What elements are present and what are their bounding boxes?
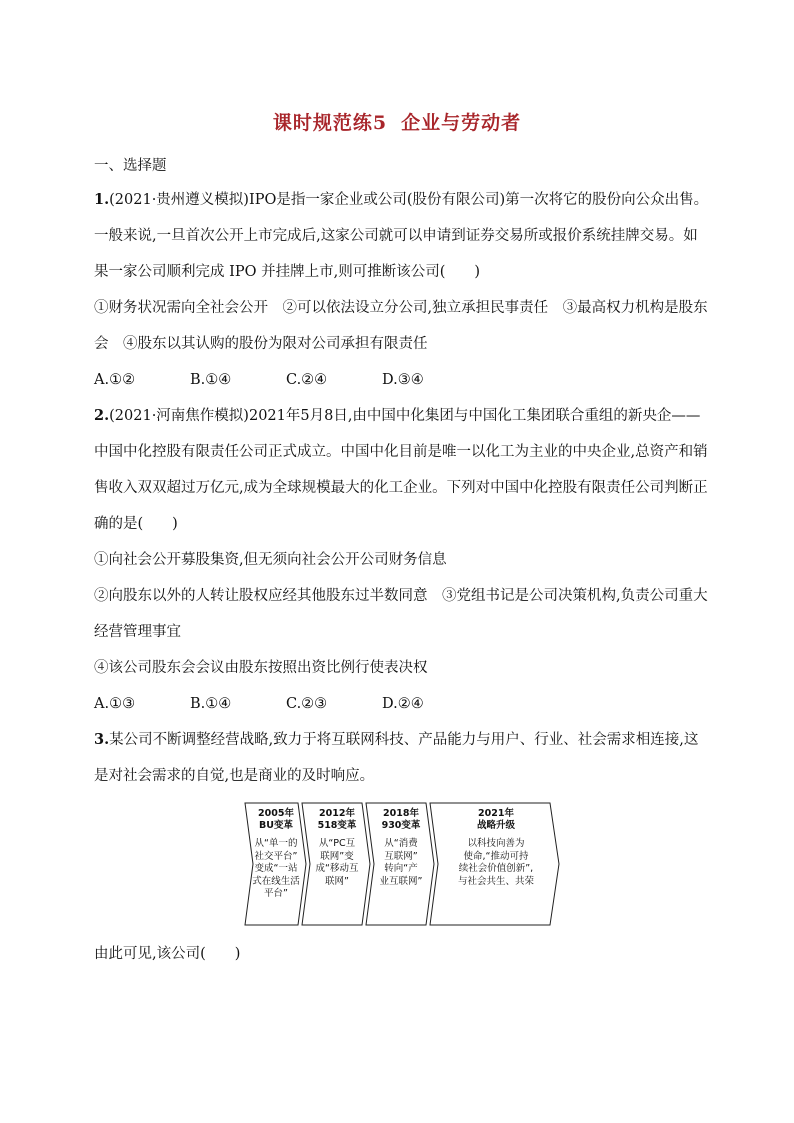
page-title: [0, 108, 794, 135]
stage-1-year: 2005年: [258, 808, 294, 819]
question-3-number: 3.: [94, 731, 110, 748]
title-sub: 企业与劳动者: [401, 112, 522, 134]
option-d[interactable]: D.②④: [382, 696, 424, 712]
stage-1-text-line: 社交平台”: [254, 850, 298, 862]
question-3-line: [94, 730, 698, 750]
option-d[interactable]: D.③④: [382, 372, 424, 388]
stage-3-text: [374, 838, 428, 888]
option-a[interactable]: A.①③: [94, 696, 136, 712]
stage-3-name: 930变革: [381, 820, 421, 831]
stage-1-text-line: 变成“一站: [254, 863, 298, 874]
stage-1-text-line: 平台”: [264, 888, 288, 899]
stage-3-text-line: 互联网”: [384, 850, 418, 862]
question-2-statement: ①向社会公开募股集资,但无须向社会公开公司财务信息: [94, 552, 447, 568]
stage-1-text: [250, 838, 302, 901]
stage-4-text-line: 以科技向善为: [467, 838, 525, 849]
stage-2-text: [310, 838, 364, 888]
stage-4-text: [440, 838, 552, 888]
question-1-text: (2021·贵州遵义模拟)IPO是指一家企业或公司(股份有限公司)第一次将它的股份向公众出售。: [109, 192, 709, 208]
stage-4-text-line: 续社会价值创新”,: [458, 863, 534, 874]
question-2-statement: ④该公司股东会会议由股东按照出资比例行使表决权: [94, 660, 428, 676]
question-2-options: [94, 694, 478, 714]
question-2-line: 中国中化控股有限责任公司正式成立。中国中化目前是唯一以化工为主业的中央企业,总资产和销: [94, 444, 708, 460]
question-2-line: 确的是( ): [94, 516, 178, 532]
section-heading: 一、选择题: [94, 158, 167, 174]
title-main: 课时规范练5: [272, 112, 388, 134]
question-3-stem-tail: 由此可见,该公司( ): [94, 946, 241, 962]
stage-3-text-line: 业互联网”: [379, 875, 423, 887]
question-2-statement: ②向股东以外的人转让股权应经其他股东过半数同意 ③党组书记是公司决策机构,负责公司重大: [94, 588, 708, 604]
strategy-timeline-diagram: [244, 802, 560, 926]
question-2-number: 2.: [94, 407, 110, 424]
option-c[interactable]: C.②③: [286, 696, 328, 712]
question-3-line: 是对社会需求的自觉,也是商业的及时响应。: [94, 768, 375, 784]
question-1-line: [94, 190, 708, 210]
option-b[interactable]: B.①④: [190, 372, 232, 388]
stage-1-box: [250, 808, 302, 901]
option-a[interactable]: A.①②: [94, 372, 136, 388]
question-1-statement: ①财务状况需向全社会公开 ②可以依法设立分公司,独立承担民事责任 ③最高权力机构是股东: [94, 300, 708, 316]
stage-3-year: 2018年: [383, 808, 419, 819]
stage-3-box: [374, 808, 428, 888]
stage-2-box: [310, 808, 364, 888]
option-b[interactable]: B.①④: [190, 696, 232, 712]
stage-4-text-line: 与社会共生、共荣: [457, 875, 534, 887]
stage-4-year: 2021年: [478, 808, 514, 819]
question-3-text: 某公司不断调整经营战略,致力于将互联网科技、产品能力与用户、行业、社会需求相连接,这: [109, 732, 699, 748]
stage-1-name: BU变革: [259, 820, 293, 831]
question-1-options: [94, 370, 478, 390]
stage-4-box: [440, 808, 552, 888]
question-1-statement: 会 ④股东以其认购的股份为限对公司承担有限责任: [94, 336, 428, 352]
question-2-line: 售收入双双超过万亿元,成为全球规模最大的化工企业。下列对中国中化控股有限责任公司判断正: [94, 480, 708, 496]
stage-2-year: 2012年: [319, 808, 355, 819]
stage-1-text-line: 从“单一的: [254, 838, 298, 849]
stage-2-name: 518变革: [317, 820, 357, 831]
stage-4-text-line: 使命,“推动可持: [463, 850, 529, 862]
stage-2-text-line: 联网”: [325, 875, 349, 887]
stage-2-text-line: 联网”变: [320, 850, 354, 862]
question-2-statement: 经营管理事宜: [94, 624, 181, 640]
stage-2-text-line: 成“移动互: [315, 863, 359, 874]
question-2-text: (2021·河南焦作模拟)2021年5月8日,由中国中化集团与中国化工集团联合重组的新央企——: [109, 408, 701, 424]
option-c[interactable]: C.②④: [286, 372, 328, 388]
question-1-line: 一般来说,一旦首次公开上市完成后,这家公司就可以申请到证券交易所或报价系统挂牌交易。如: [94, 228, 698, 244]
question-1-line: 果一家公司顺利完成 IPO 并挂牌上市,则可推断该公司( ): [94, 264, 481, 280]
stage-4-name: 战略升级: [476, 820, 515, 831]
question-2-line: [94, 406, 700, 426]
stage-3-text-line: 从“消费: [384, 838, 418, 849]
question-1-number: 1.: [94, 191, 110, 208]
stage-3-text-line: 转向“产: [384, 863, 418, 874]
stage-2-text-line: 从“PC互: [318, 838, 356, 849]
stage-1-text-line: 式在线生活: [252, 875, 300, 887]
